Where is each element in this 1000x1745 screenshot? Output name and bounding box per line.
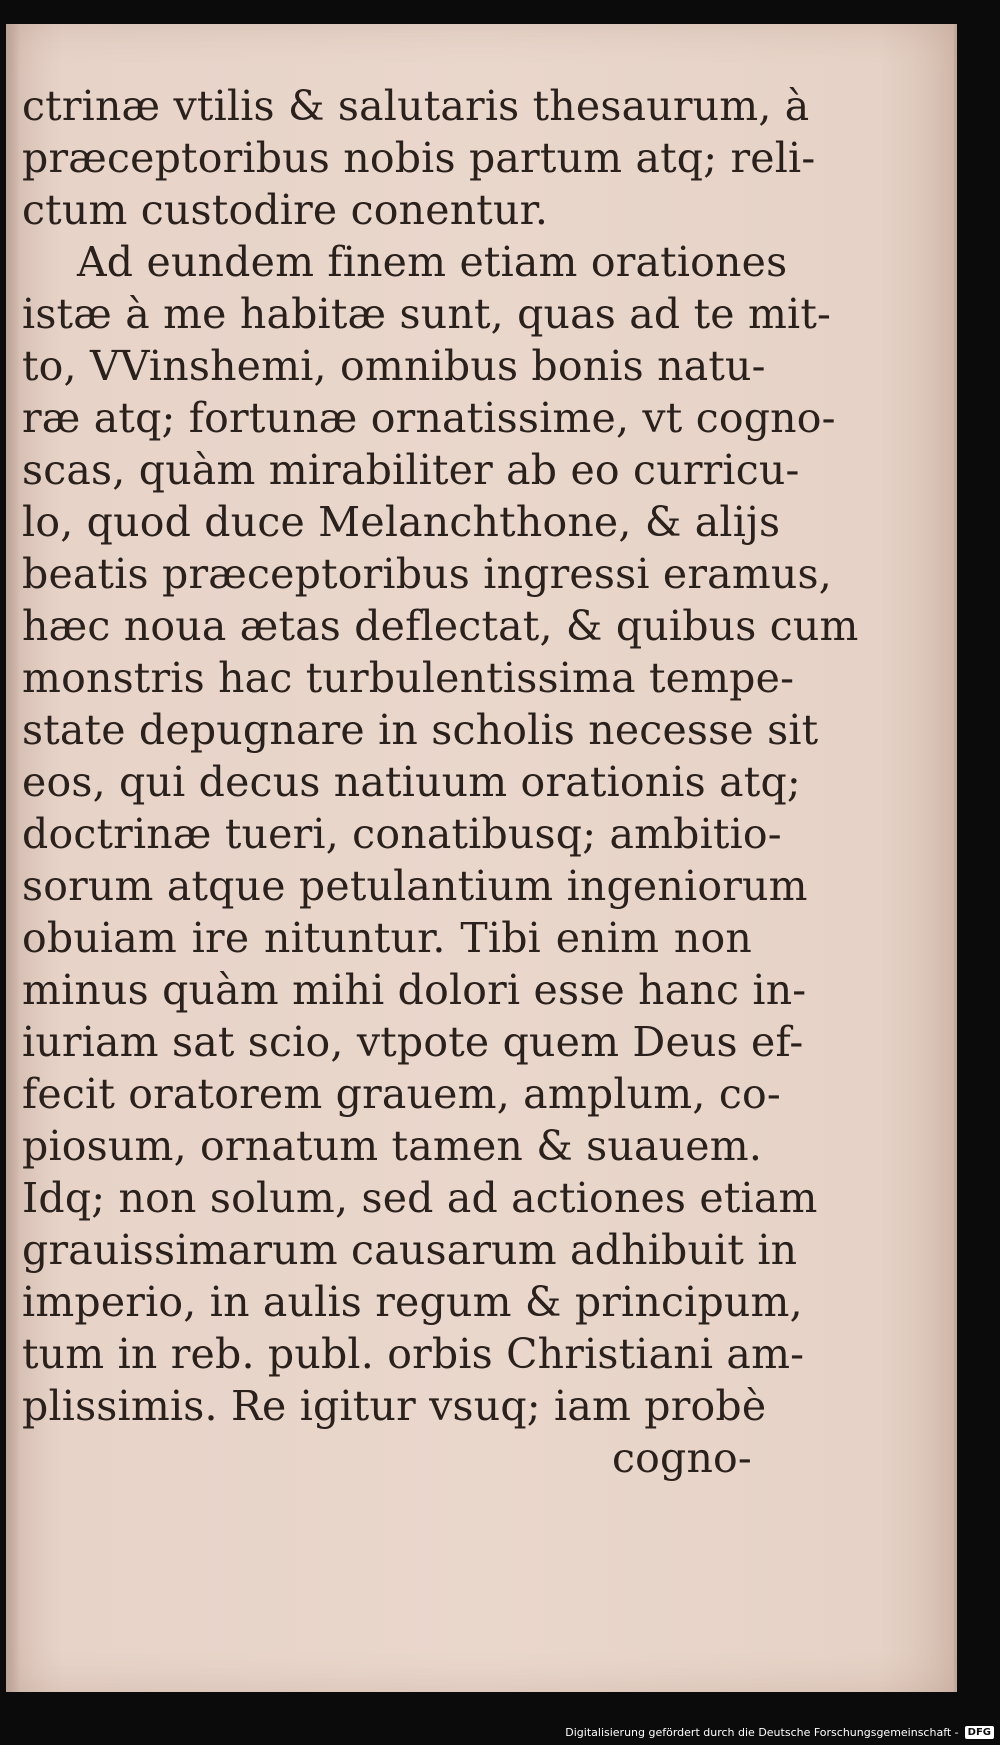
text-line: grauissimarum causarum adhibuit in xyxy=(22,1226,798,1274)
text-line: eos, qui decus natiuum orationis atq; xyxy=(22,758,801,806)
text-line: ctum custodire conentur. xyxy=(22,186,549,234)
page-gutter xyxy=(6,24,20,1692)
text-line: lo, quod duce Melanchthone, & alijs xyxy=(22,498,781,546)
text-line: istæ à me habitæ sunt, quas ad te mit- xyxy=(22,290,832,338)
text-line: obuiam ire nituntur. Tibi enim non xyxy=(22,914,752,962)
text-line: tum in reb. publ. orbis Christiani am- xyxy=(22,1330,805,1378)
text-line: scas, quàm mirabiliter ab eo curricu- xyxy=(22,446,800,494)
text-line: ræ atq; fortunæ ornatissime, vt cogno- xyxy=(22,394,836,442)
text-line: Ad eundem finem etiam orationes xyxy=(77,238,788,286)
text-line: imperio, in aulis regum & principum, xyxy=(22,1278,803,1326)
text-line: monstris hac turbulentissima tempe- xyxy=(22,654,795,702)
page-text xyxy=(22,80,859,1484)
text-line: Idq; non solum, sed ad actiones etiam xyxy=(22,1174,818,1222)
text-line: præceptoribus nobis partum atq; reli- xyxy=(22,134,816,182)
text-line: state depugnare in scholis necesse sit xyxy=(22,706,819,754)
text-line: hæc noua ætas deflectat, & quibus cum xyxy=(22,602,859,650)
dfg-logo-icon: DFG xyxy=(965,1726,994,1739)
text-line: iuriam sat scio, vtpote quem Deus ef- xyxy=(22,1018,804,1066)
text-line: beatis præceptoribus ingressi eramus, xyxy=(22,550,832,598)
text-line: doctrinæ tueri, conatibusq; ambitio- xyxy=(22,810,782,858)
text-line: to, VVinshemi, omnibus bonis natu- xyxy=(22,342,766,390)
text-line: ctrinæ vtilis & salutaris thesaurum, à xyxy=(22,82,810,130)
text-line: fecit oratorem grauem, amplum, co- xyxy=(22,1070,781,1118)
catchword: cogno- xyxy=(611,1434,752,1482)
text-line: plissimis. Re igitur vsuq; iam probè xyxy=(22,1382,767,1430)
text-line: sorum atque petulantium ingeniorum xyxy=(22,862,808,910)
text-line: piosum, ornatum tamen & suauem. xyxy=(22,1122,763,1170)
book-page xyxy=(6,24,957,1692)
digitization-credit xyxy=(565,1726,994,1739)
text-line: minus quàm mihi dolori esse hanc in- xyxy=(22,966,807,1014)
credit-text: Digitalisierung gefördert durch die Deutsche Forschungsgemeinschaft - xyxy=(565,1726,959,1739)
